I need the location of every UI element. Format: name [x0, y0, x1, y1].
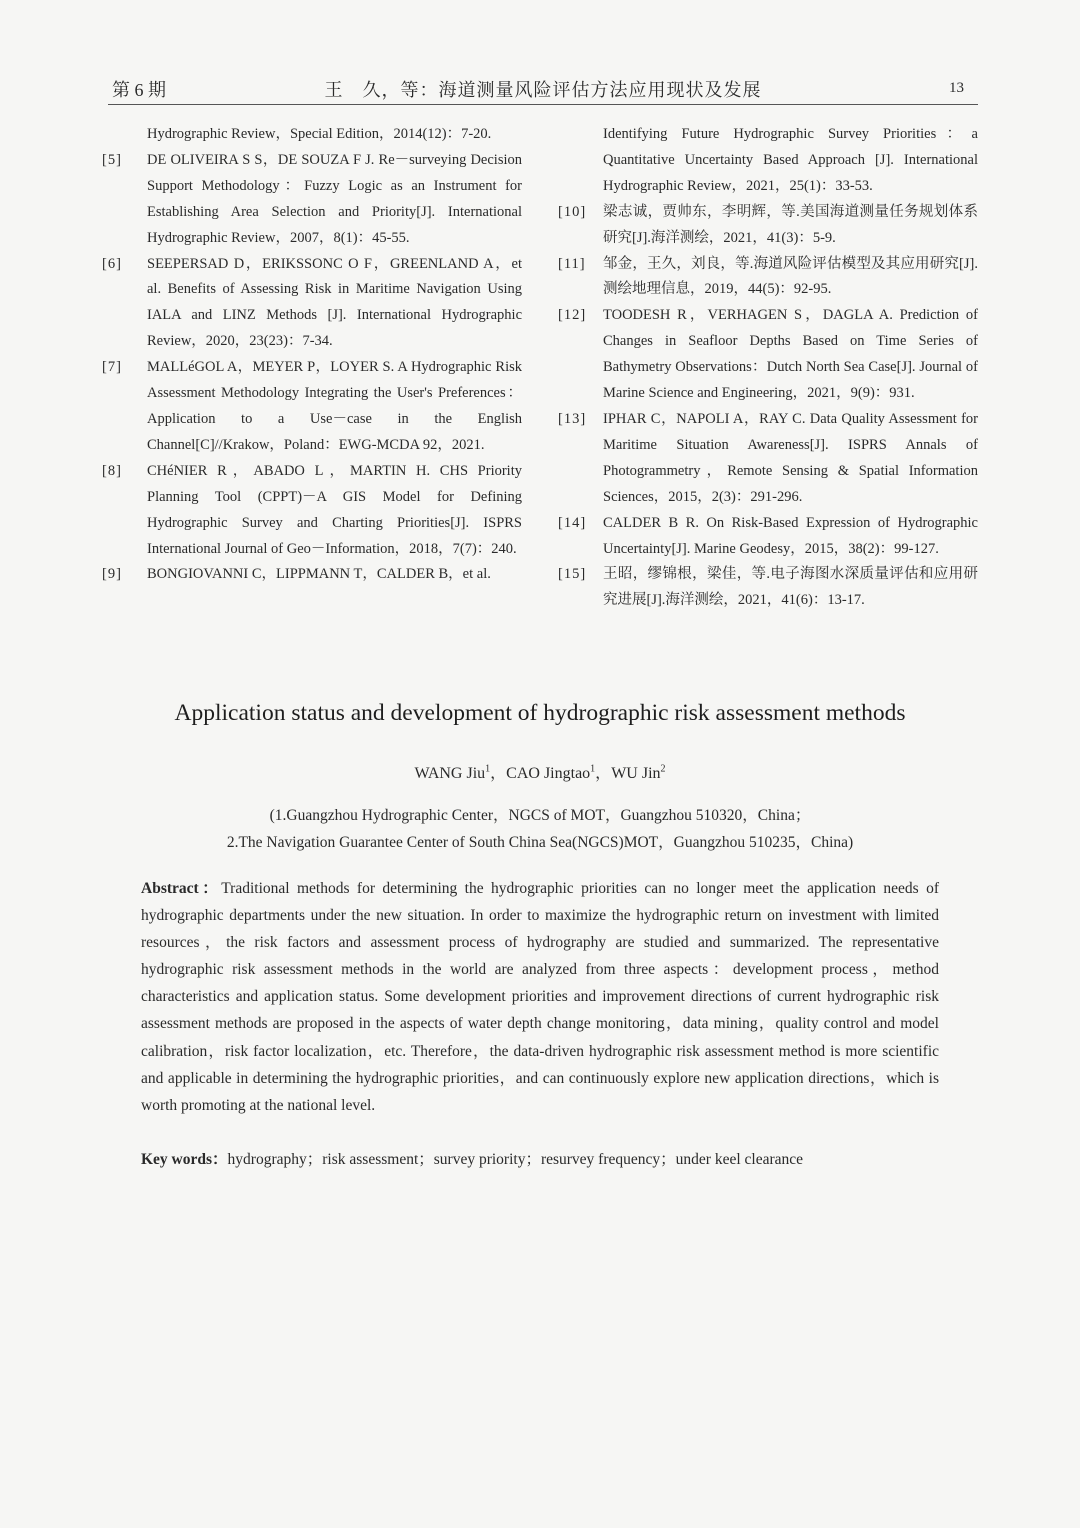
reference-number: [10] — [558, 203, 587, 220]
affiliation-line-2: 2.The Navigation Guarantee Center of South China Sea(NGCS)MOT，Guangzhou 510235，China) — [226, 834, 854, 851]
reference-number: [6] — [102, 255, 122, 272]
author-name: WU Jin — [611, 765, 661, 782]
reference-item — [102, 148, 522, 252]
reference-item — [558, 200, 978, 252]
reference-item — [558, 511, 978, 563]
page-header — [108, 72, 978, 105]
reference-text: 梁志诚，贾帅东，李明辉，等.美国海道测量任务规划体系研究[J].海洋测绘，2021，41(3)：5-9. — [603, 203, 978, 246]
author-name: CAO Jingtao — [506, 765, 591, 782]
reference-text: DE OLIVEIRA S S，DE SOUZA F J. Re－surveying Decision Support Methodology：Fuzzy Logic as an Instrument for Establishing Area Selection and Priority[J]. International Hydrographic Review，2007，8(1)：45-55. — [147, 151, 522, 246]
issue-number: 第 6 期 — [112, 80, 166, 100]
reference-item — [558, 252, 978, 304]
reference-item — [102, 459, 522, 563]
reference-number: [9] — [102, 566, 122, 583]
author-separator: ， — [595, 765, 612, 782]
reference-item — [102, 355, 522, 459]
reference-text: 王昭，缪锦根，梁佳，等.电子海图水深质量评估和应用研究进展[J].海洋测绘，2021，41(6)：13-17. — [603, 566, 978, 609]
references-right-column — [558, 122, 978, 614]
reference-item — [102, 252, 522, 356]
author-name: WANG Jiu — [414, 765, 486, 782]
abstract-text: Traditional methods for determining the hydrographic priorities can no longer meet the application needs of hydrographic departments under the new situation. In order to maximize the hydrographic return on investment with limited resources，the risk factors and assessment process of hydrography are studied and summarized. The representative hydrographic risk assessment methods in the world are analyzed from three aspects：development process，method characteristics and application status. Some development priorities and improvement directions of current hydrographic risk assessment methods are proposed in the aspects of water depth change monitoring，data mining，quality control and model calibration，risk factor localization，etc. Therefore，the data-driven hydrographic risk assessment method is more scientific and applicable in determining the hydrographic priorities，and can continuously explore new application directions，which is worth promoting at the national level. — [141, 880, 939, 1114]
reference-text: CALDER B R. On Risk-Based Expression of Hydrographic Uncertainty[J]. Marine Geodesy，2015，38(2)：99-127. — [603, 514, 978, 557]
reference-number: [8] — [102, 462, 122, 479]
affiliation-line-1: (1.Guangzhou Hydrographic Center，NGCS of MOT，Guangzhou 510320，China； — [269, 807, 811, 824]
reference-item — [558, 122, 978, 200]
reference-text: IPHAR C，NAPOLI A，RAY C. Data Quality Assessment for Maritime Situation Awareness[J]. ISPRS Annals of Photogrammetry，Remote Sensing & Spatial Information Sciences，2015，2(3)：291-296. — [603, 410, 978, 505]
author-list — [0, 760, 1080, 783]
author-affiliation-mark: 2 — [660, 763, 666, 775]
author-affiliation-mark: 1 — [485, 763, 491, 775]
page-number: 13 — [949, 80, 964, 96]
reference-text: MALLéGOL A，MEYER P，LOYER S. A Hydrographic Risk Assessment Methodology Integrating the User's Preferences：Application to a Use－case in the English Channel[C]//Krakow，Poland：EWG-MCDA 92，2021. — [147, 359, 522, 453]
keywords-label: Key words： — [141, 1151, 228, 1168]
reference-text: BONGIOVANNI C，LIPPMANN T，CALDER B，et al. — [147, 566, 491, 583]
abstract — [141, 875, 939, 1119]
reference-text: CHéNIER R，ABADO L，MARTIN H. CHS Priority Planning Tool (CPPT)－A GIS Model for Defining Hydrographic Survey and Charting Priorities[J]. ISPRS International Journal of Geo－Information，2018，7(7)：240. — [147, 462, 522, 557]
reference-text: 邹金，王久，刘良，等.海道风险评估模型及其应用研究[J].测绘地理信息，2019，44(5)：92-95. — [603, 255, 978, 298]
reference-text: Identifying Future Hydrographic Survey Priorities：a Quantitative Uncertainty Based Approach [J]. International Hydrographic Review，2021，25(1)：33-53. — [603, 126, 978, 194]
reference-text: Hydrographic Review，Special Edition，2014(12)：7-20. — [147, 126, 492, 142]
reference-number: [15] — [558, 566, 587, 583]
abstract-label: Abstract： — [141, 880, 222, 897]
keywords-text: hydrography；risk assessment；survey priority；resurvey frequency；under keel clearance — [227, 1151, 803, 1168]
reference-text: SEEPERSAD D，ERIKSSONC O F，GREENLAND A，et al. Benefits of Assessing Risk in Maritime Navigation Using IALA and LINZ Methods [J]. International Hydrographic Review，2020，23(23)：7-34. — [147, 255, 522, 350]
reference-number: [12] — [558, 307, 587, 324]
reference-item — [102, 562, 522, 588]
reference-number: [14] — [558, 514, 587, 531]
english-title: Application status and development of hydrographic risk assessment methods — [174, 700, 906, 726]
reference-number: [7] — [102, 359, 122, 376]
reference-number: [5] — [102, 151, 122, 168]
reference-item — [558, 303, 978, 407]
reference-item — [558, 562, 978, 614]
reference-item — [558, 407, 978, 511]
author-separator: ， — [490, 765, 507, 782]
author-affiliation-mark: 1 — [590, 763, 596, 775]
running-title: 王 久，等：海道测量风险评估方法应用现状及发展 — [324, 80, 762, 100]
reference-number: [11] — [558, 255, 586, 272]
reference-text: TOODESH R，VERHAGEN S，DAGLA A. Prediction of Changes in Seafloor Depths Based on Time Series of Bathymetry Observations：Dutch North Sea Case[J]. Journal of Marine Science and Engineering，2021，9(9)：931. — [603, 307, 978, 402]
reference-number: [13] — [558, 410, 587, 427]
keywords — [141, 1146, 939, 1173]
reference-item — [102, 122, 522, 148]
references-left-column — [102, 122, 522, 588]
